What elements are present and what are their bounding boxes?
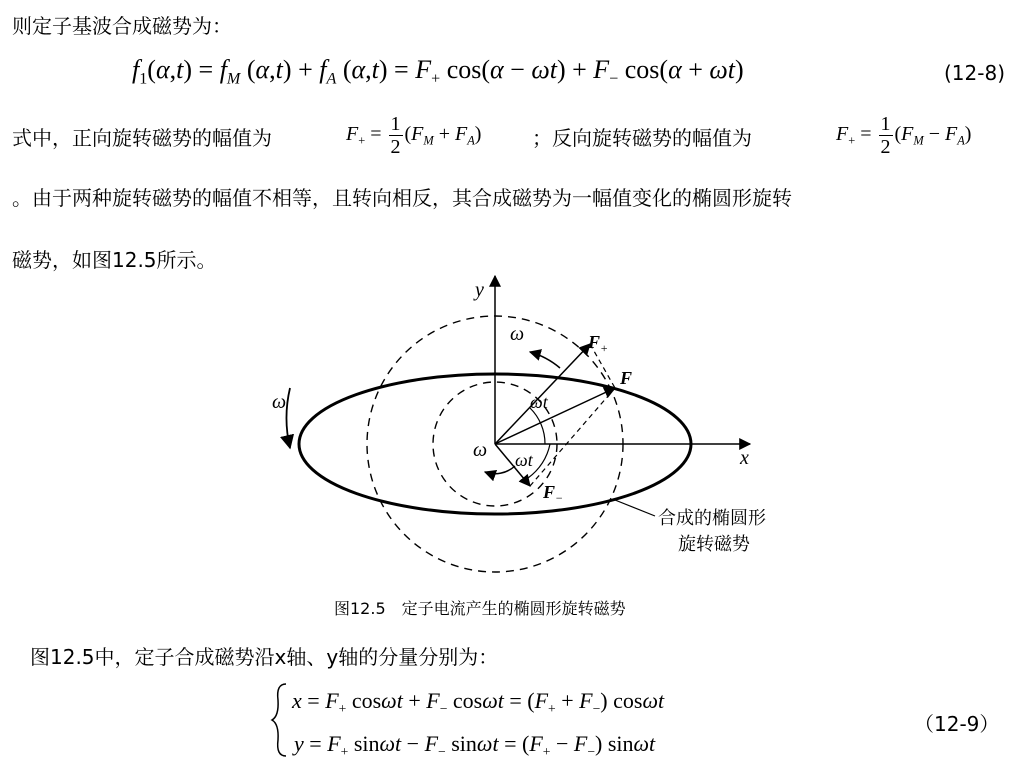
omega-t-label-lower: ωt	[515, 450, 533, 470]
intro-text: 则定子基波合成磁势为：	[12, 14, 232, 38]
rotation-arrow-left	[287, 388, 290, 448]
formula-f-minus-amplitude: $F_+$ = $\frac{1}{2}$ $(F_M - F_A)$	[836, 113, 972, 158]
paragraph-ellipse-text: 。由于两种旋转磁势的幅值不相等，且转向相反，其合成磁势为一幅值变化的椭圆形旋转	[12, 186, 792, 210]
f-resultant-vector	[495, 388, 615, 444]
f-plus-label: $F_+$	[588, 332, 609, 355]
paragraph-ellipse-text-cont: 磁势，如图12.5所示。	[12, 248, 217, 272]
callout-label-line2: 旋转磁势	[678, 534, 750, 555]
rotation-arrow-bottom	[485, 466, 515, 474]
figure-caption: 图12.5 定子电流产生的椭圆形旋转磁势	[334, 599, 626, 618]
callout-label-line1: 合成的椭圆形	[658, 508, 766, 529]
formula-f-plus-amplitude: $F_+$ = $\frac{1}{2}$ $(F_M + F_A)$	[346, 113, 482, 158]
equation-12-8: $f_1(\alpha,t) = f_M$ $(\alpha,t) + f_A$ $(\alpha,t) = F_+$ $\cos(\alpha - \omega t) + F_-$ cos(α + ωt)	[132, 55, 744, 88]
y-axis-label: y	[475, 279, 484, 301]
rotation-arrow-top	[530, 352, 560, 368]
x-axis-label: x	[740, 447, 749, 469]
omega-t-label-upper: ωt	[530, 392, 548, 412]
f-label: F	[620, 368, 633, 388]
equation-brace	[270, 680, 290, 760]
figure-ellipse-rotating-mmf	[260, 268, 800, 598]
omega-label-top: ω	[510, 323, 525, 345]
components-text: 图12.5中，定子合成磁势沿x轴、y轴的分量分别为：	[30, 645, 499, 669]
omega-label-center: ω	[473, 439, 488, 461]
paragraph-amplitude-text-a: 式中，正向旋转磁势的幅值为	[12, 126, 272, 150]
equation-12-9-x: $x = F_+$ $\cos\omega t + F_-$ $\cos\omega t = (F_+ + F_-)$ cosωt	[292, 688, 665, 716]
equation-number-12-8: (12-8)	[944, 61, 1005, 85]
equation-number-12-9: （12-9）	[914, 712, 1000, 736]
equation-12-9-y: $y = F_+$ $\sin\omega t - F_-$ $\sin\omega t = (F_+ - F_-)$ sinωt	[294, 731, 656, 759]
paragraph-amplitude-text-b: ；反向旋转磁势的幅值为	[532, 126, 752, 150]
omega-label-left: ω	[272, 391, 287, 413]
f-minus-label: $F_-$	[543, 482, 564, 505]
